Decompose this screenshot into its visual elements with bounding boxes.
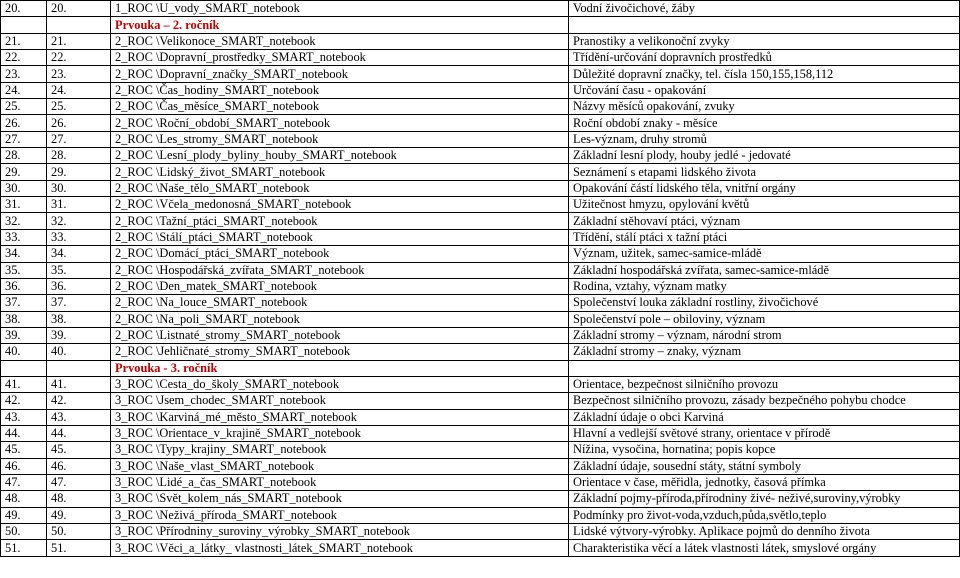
lesson-topic: Základní stromy – znaky, význam [569, 344, 960, 360]
lesson-topic: Názvy měsíců opakování, zvuky [569, 99, 960, 115]
row-number: 40. [1, 344, 47, 360]
lesson-number: 23. [47, 66, 111, 82]
notebook-file-link[interactable]: 2_ROC \Domácí_ptáci_SMART_notebook [111, 246, 569, 262]
notebook-file-link[interactable]: 2_ROC \Lesní_plody_byliny_houby_SMART_notebook [111, 148, 569, 164]
lesson-topic: Orientace v čase, měřidla, jednotky, časová přímka [569, 474, 960, 490]
lesson-number: 25. [47, 99, 111, 115]
notebook-file-link[interactable]: 3_ROC \Typy_krajiny_SMART_notebook [111, 442, 569, 458]
table-row [1, 180, 960, 196]
row-number: 42. [1, 393, 47, 409]
lesson-number: 24. [47, 82, 111, 98]
row-number: 37. [1, 295, 47, 311]
table-row [1, 344, 960, 360]
table-row [1, 442, 960, 458]
lesson-number: 46. [47, 458, 111, 474]
row-number: 23. [1, 66, 47, 82]
row-number: 25. [1, 99, 47, 115]
lesson-topic: Význam, užitek, samec-samice-mládě [569, 246, 960, 262]
table-row [1, 229, 960, 245]
lesson-topic: Nížina, vysočina, hornatina; popis kopce [569, 442, 960, 458]
section-label: Prvouka – 2. ročník [111, 17, 569, 33]
table-row [1, 1, 960, 17]
row-number: 38. [1, 311, 47, 327]
lesson-number: 26. [47, 115, 111, 131]
row-number: 34. [1, 246, 47, 262]
section-header-row [1, 17, 960, 33]
lesson-number: 45. [47, 442, 111, 458]
lesson-topic: Společenství pole – obiloviny, význam [569, 311, 960, 327]
lesson-number: 43. [47, 409, 111, 425]
row-number: 45. [1, 442, 47, 458]
notebook-file-link[interactable]: 3_ROC \Jsem_chodec_SMART_notebook [111, 393, 569, 409]
lesson-number: 35. [47, 262, 111, 278]
lesson-topic: Určování času - opakování [569, 82, 960, 98]
notebook-file-link[interactable]: 2_ROC \Dopravní_prostředky_SMART_notebook [111, 50, 569, 66]
notebook-file-link[interactable]: 2_ROC \Na_louce_SMART_notebook [111, 295, 569, 311]
lesson-topic: Roční období znaky - měsíce [569, 115, 960, 131]
lesson-number: 32. [47, 213, 111, 229]
table-row [1, 311, 960, 327]
table-row [1, 213, 960, 229]
lesson-topic: Opakování částí lidského těla, vnitřní orgány [569, 180, 960, 196]
notebook-file-link[interactable]: 3_ROC \Neživá_příroda_SMART_notebook [111, 507, 569, 523]
lesson-topic: Důležité dopravní značky, tel. čísla 150,155,158,112 [569, 66, 960, 82]
notebook-file-link[interactable]: 3_ROC \Cesta_do_školy_SMART_notebook [111, 376, 569, 392]
table-row [1, 164, 960, 180]
table-row [1, 491, 960, 507]
lesson-number: 39. [47, 327, 111, 343]
notebook-file-link[interactable]: 1_ROC \U_vody_SMART_notebook [111, 1, 569, 17]
row-number: 30. [1, 180, 47, 196]
lesson-topic: Základní hospodářská zvířata, samec-samice-mládě [569, 262, 960, 278]
row-number: 47. [1, 474, 47, 490]
lesson-number: 50. [47, 524, 111, 540]
row-number: 24. [1, 82, 47, 98]
table-row [1, 99, 960, 115]
notebook-file-link[interactable]: 2_ROC \Roční_období_SMART_notebook [111, 115, 569, 131]
row-number: 31. [1, 197, 47, 213]
table-row [1, 393, 960, 409]
table-row [1, 376, 960, 392]
lesson-number: 40. [47, 344, 111, 360]
notebook-file-link[interactable]: 2_ROC \Na_poli_SMART_notebook [111, 311, 569, 327]
lesson-topic: Orientace, bezpečnost silničního provozu [569, 376, 960, 392]
row-number: 50. [1, 524, 47, 540]
lesson-number: 37. [47, 295, 111, 311]
row-number: 49. [1, 507, 47, 523]
table-row [1, 409, 960, 425]
section-label: Prvouka - 3. ročník [111, 360, 569, 376]
notebook-file-link[interactable]: 2_ROC \Den_matek_SMART_notebook [111, 278, 569, 294]
lesson-number: 33. [47, 229, 111, 245]
row-number: 26. [1, 115, 47, 131]
lesson-topic: Základní stěhovaví ptáci, význam [569, 213, 960, 229]
notebook-file-link[interactable]: 3_ROC \Věci_a_látky_ vlastnosti_látek_SMART_notebook [111, 540, 569, 556]
table-row [1, 327, 960, 343]
lesson-number: 31. [47, 197, 111, 213]
table-row [1, 295, 960, 311]
lesson-number: 51. [47, 540, 111, 556]
table-row [1, 115, 960, 131]
notebook-file-link[interactable]: 2_ROC \Dopravní_značky_SMART_notebook [111, 66, 569, 82]
row-number: 51. [1, 540, 47, 556]
row-number: 39. [1, 327, 47, 343]
table-row [1, 474, 960, 490]
lesson-topic: Charakteristika věcí a látek vlastnosti látek, smyslové orgány [569, 540, 960, 556]
row-number: 35. [1, 262, 47, 278]
lesson-topic: Společenství louka základní rostliny, živočichové [569, 295, 960, 311]
table-row [1, 278, 960, 294]
lesson-topic: Základní stromy – význam, národní strom [569, 327, 960, 343]
empty-cell [569, 17, 960, 33]
table-row [1, 540, 960, 556]
empty-cell [47, 360, 111, 376]
notebook-file-link[interactable]: 3_ROC \Přírodniny_suroviny_výrobky_SMART_notebook [111, 524, 569, 540]
row-number: 33. [1, 229, 47, 245]
section-header-row [1, 360, 960, 376]
lesson-number: 27. [47, 131, 111, 147]
table-row [1, 33, 960, 49]
row-number: 21. [1, 33, 47, 49]
lesson-topic: Třídění, stálí ptáci x tažní ptáci [569, 229, 960, 245]
lesson-number: 34. [47, 246, 111, 262]
lesson-number: 49. [47, 507, 111, 523]
lesson-topic: Pranostiky a velikonoční zvyky [569, 33, 960, 49]
notebook-file-link[interactable]: 2_ROC \Les_stromy_SMART_notebook [111, 131, 569, 147]
lesson-topic: Užitečnost hmyzu, opylování květů [569, 197, 960, 213]
lesson-number: 36. [47, 278, 111, 294]
lesson-number: 30. [47, 180, 111, 196]
notebook-file-link[interactable]: 2_ROC \Jehličnaté_stromy_SMART_notebook [111, 344, 569, 360]
lesson-number: 21. [47, 33, 111, 49]
table-row [1, 458, 960, 474]
table-row [1, 82, 960, 98]
lesson-topic: Základní údaje, sousední státy, státní symboly [569, 458, 960, 474]
table-row [1, 246, 960, 262]
lesson-number: 20. [47, 1, 111, 17]
notebook-file-link[interactable]: 2_ROC \Čas_měsíce_SMART_notebook [111, 99, 569, 115]
row-number: 44. [1, 425, 47, 441]
lesson-topic: Základní pojmy-příroda,přírodniny živé- neživé,suroviny,výrobky [569, 491, 960, 507]
table-row [1, 66, 960, 82]
lesson-number: 22. [47, 50, 111, 66]
table-row [1, 262, 960, 278]
row-number: 46. [1, 458, 47, 474]
row-number: 22. [1, 50, 47, 66]
row-number: 48. [1, 491, 47, 507]
row-number: 32. [1, 213, 47, 229]
table-row [1, 197, 960, 213]
notebook-file-link[interactable]: 2_ROC \Velikonoce_SMART_notebook [111, 33, 569, 49]
empty-cell [1, 17, 47, 33]
lesson-number: 38. [47, 311, 111, 327]
notebook-file-link[interactable]: 2_ROC \Listnaté_stromy_SMART_notebook [111, 327, 569, 343]
lesson-topic: Rodina, vztahy, význam matky [569, 278, 960, 294]
notebook-file-link[interactable]: 3_ROC \Lidé_a_čas_SMART_notebook [111, 474, 569, 490]
lesson-number: 44. [47, 425, 111, 441]
row-number: 36. [1, 278, 47, 294]
empty-cell [47, 17, 111, 33]
lesson-topic: Bezpečnost silničního provozu, zásady bezpečného pohybu chodce [569, 393, 960, 409]
notebook-file-link[interactable]: 2_ROC \Stálí_ptáci_SMART_notebook [111, 229, 569, 245]
lesson-topic: Základní údaje o obci Karviná [569, 409, 960, 425]
lesson-number: 42. [47, 393, 111, 409]
row-number: 28. [1, 148, 47, 164]
lesson-number: 28. [47, 148, 111, 164]
row-number: 27. [1, 131, 47, 147]
row-number: 43. [1, 409, 47, 425]
lesson-topic: Hlavní a vedlejší světové strany, orientace v přírodě [569, 425, 960, 441]
lesson-topic: Třídění-určování dopravních prostředků [569, 50, 960, 66]
row-number: 41. [1, 376, 47, 392]
table-row [1, 425, 960, 441]
table-row [1, 524, 960, 540]
notebook-file-link[interactable]: 2_ROC \Čas_hodiny_SMART_notebook [111, 82, 569, 98]
notebook-file-link[interactable]: 3_ROC \Svět_kolem_nás_SMART_notebook [111, 491, 569, 507]
lesson-number: 41. [47, 376, 111, 392]
table-row [1, 507, 960, 523]
table-row [1, 148, 960, 164]
row-number: 29. [1, 164, 47, 180]
empty-cell [1, 360, 47, 376]
row-number: 20. [1, 1, 47, 17]
lesson-number: 29. [47, 164, 111, 180]
lesson-topic: Lidské výtvory-výrobky. Aplikace pojmů do denního života [569, 524, 960, 540]
table-body [1, 1, 960, 557]
notebook-file-link[interactable]: 2_ROC \Hospodářská_zvířata_SMART_notebook [111, 262, 569, 278]
notebook-file-link[interactable]: 2_ROC \Včela_medonosná_SMART_notebook [111, 197, 569, 213]
lesson-topic: Základní lesní plody, houby jedlé - jedovaté [569, 148, 960, 164]
lesson-topic: Podmínky pro život-voda,vzduch,půda,světlo,teplo [569, 507, 960, 523]
notebook-file-link[interactable]: 2_ROC \Tažní_ptáci_SMART_notebook [111, 213, 569, 229]
lesson-topic: Seznámení s etapami lidského života [569, 164, 960, 180]
empty-cell [569, 360, 960, 376]
lesson-number: 48. [47, 491, 111, 507]
table-row [1, 50, 960, 66]
table-row [1, 131, 960, 147]
lesson-topic: Vodní živočichové, žáby [569, 1, 960, 17]
notebook-file-link[interactable]: 3_ROC \Naše_vlast_SMART_notebook [111, 458, 569, 474]
lesson-topic: Les-význam, druhy stromů [569, 131, 960, 147]
notebook-file-link[interactable]: 2_ROC \Lidský_život_SMART_notebook [111, 164, 569, 180]
notebook-file-link[interactable]: 3_ROC \Karviná_mé_město_SMART_notebook [111, 409, 569, 425]
notebook-file-link[interactable]: 3_ROC \Orientace_v_krajině_SMART_notebook [111, 425, 569, 441]
notebook-file-link[interactable]: 2_ROC \Naše_tělo_SMART_notebook [111, 180, 569, 196]
lesson-number: 47. [47, 474, 111, 490]
